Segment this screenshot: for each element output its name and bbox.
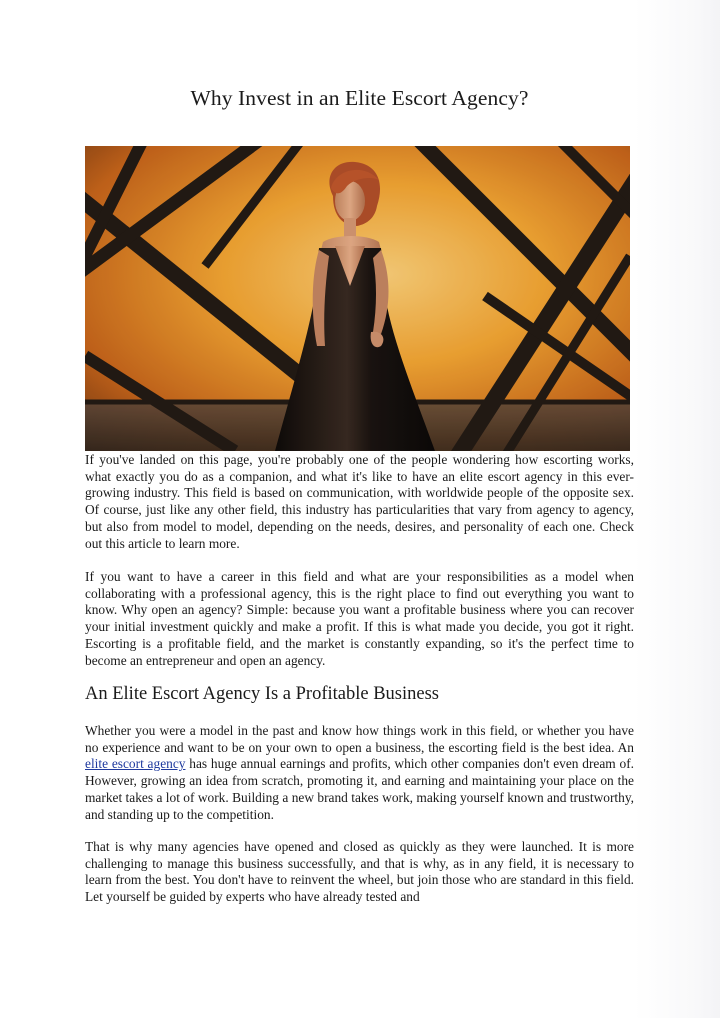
paragraph-text-after-link: has huge annual earnings and profits, which other companies don't even dream of. However, growing an idea from scratch, promoting it, and earning and maintaining your place on the market takes a lot of work. Building a new brand takes work, making yourself known and trustworthy, and standing up to the competition. [85, 756, 634, 822]
section-heading: An Elite Escort Agency Is a Profitable Business [85, 684, 440, 704]
page-title: Why Invest in an Elite Escort Agency? [190, 86, 529, 110]
learn-from-best-paragraph: That is why many agencies have opened and closed as quickly as they were launched. It is more challenging to manage this business successfully, and that is why, as in any field, it is necessary to learn from the best. You don't have to reinvent the wheel, but join those who are standard in this field. Let yourself be guided by experts who have already tested and [85, 839, 634, 905]
paragraph-text-before-link: Whether you were a model in the past and know how things work in this field, or whether you have no experience and want to be on your own to open a business, the escorting field is the best idea. An [85, 723, 634, 755]
page-edge-shade [634, 0, 720, 1018]
intro-paragraph: If you've landed on this page, you're probably one of the people wondering how escorting works, what exactly you do as a companion, and what it's like to have an elite escort agency in this ever-growing industry. This field is based on communication, with worldwide people of the opposite sex. Of course, just like any other field, this industry has particularities that vary from agency to agency, but also from model to model, depending on the needs, desires, and personality of each one. Check out this article to learn more. [85, 452, 634, 551]
hero-image [85, 146, 630, 451]
elite-escort-agency-link[interactable]: elite escort agency [85, 756, 186, 772]
profitable-business-paragraph [85, 723, 634, 823]
hero-illustration [85, 146, 630, 451]
career-paragraph: If you want to have a career in this field and what are your responsibilities as a model when collaborating with a professional agency, this is the right place to find out everything you want to know. Why open an agency? Simple: because you want a profitable business where you can recover your initial investment quickly and make a profit. If this is what made you decide, you got it right. Escorting is a profitable field, and the market is constantly expanding, so it's the perfect time to become an entrepreneur and open an agency. [85, 569, 634, 668]
